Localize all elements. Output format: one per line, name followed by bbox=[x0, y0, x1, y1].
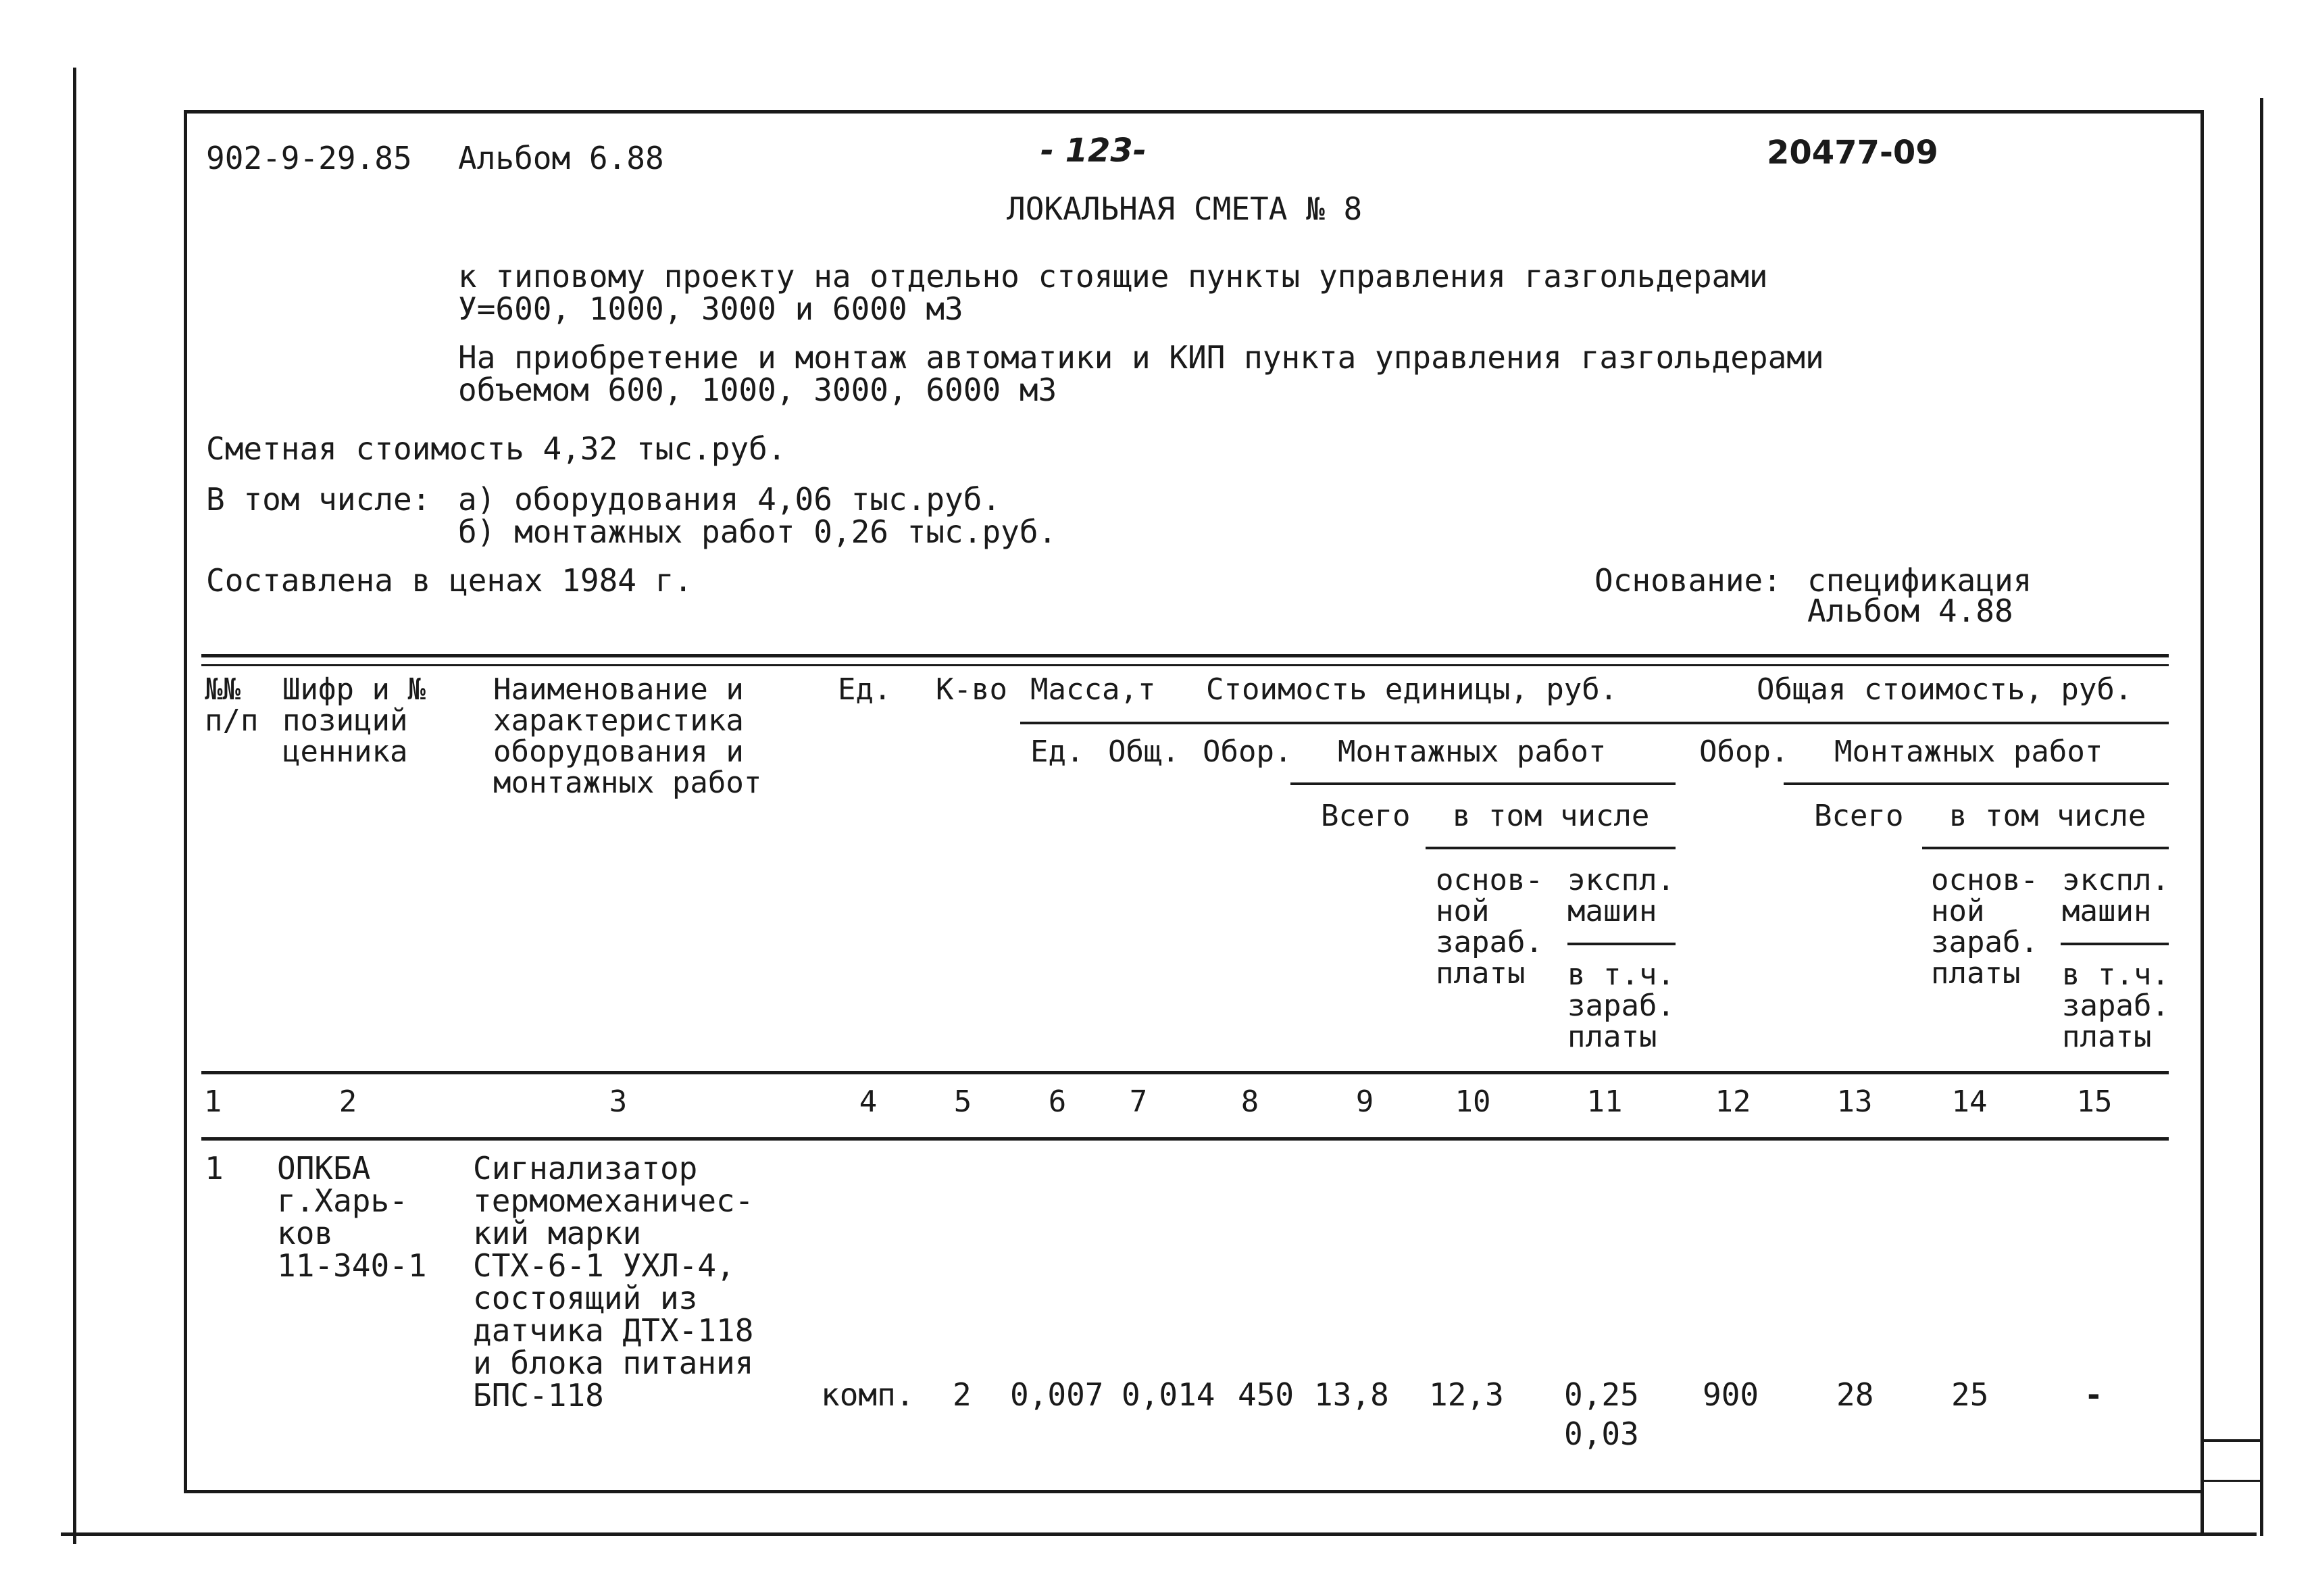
basis-label: Основание: bbox=[1594, 562, 1782, 599]
cell-qty: 2 bbox=[953, 1376, 972, 1413]
rule-colnum-bottom bbox=[201, 1137, 2169, 1141]
header-total-incl: в том числе bbox=[1949, 799, 2146, 833]
cell-unit-machines: 0,25 bbox=[1564, 1376, 1639, 1413]
prices-note: Составлена в ценах 1984 г. bbox=[206, 562, 693, 599]
header-total-cost: Общая стоимость, руб. bbox=[1757, 672, 2133, 707]
column-number: 10 bbox=[1455, 1084, 1491, 1119]
rule-unit-machines bbox=[1567, 943, 1676, 945]
header-unit-equip: Обор. bbox=[1203, 734, 1292, 769]
frame-top bbox=[184, 110, 2204, 114]
frame-bottom bbox=[184, 1490, 2204, 1493]
total-cost: Сметная стоимость 4,32 тыс.руб. bbox=[206, 430, 786, 467]
header-total-machines-wage: в т.ч. зараб. платы bbox=[2062, 957, 2169, 1054]
rule-total-install bbox=[1784, 782, 2169, 785]
cell-cipher: ОПКБА г.Харь- ков 11-340-1 bbox=[277, 1150, 427, 1284]
header-unit-install: Монтажных работ bbox=[1338, 734, 1607, 769]
header-qty: К-во bbox=[936, 672, 1007, 707]
header-total-equip: Обор. bbox=[1699, 734, 1789, 769]
rule-unit-install bbox=[1290, 782, 1676, 785]
header-total-machines: экспл. машин bbox=[2062, 863, 2169, 928]
header-unit-machines: экспл. машин bbox=[1567, 863, 1675, 928]
including-label: В том числе: bbox=[206, 481, 431, 518]
cell-mass-unit: 0,007 bbox=[1010, 1376, 1104, 1413]
column-number: 1 bbox=[203, 1084, 222, 1119]
header-unit-incl: в том числе bbox=[1453, 799, 1650, 833]
basis-line-1: спецификация bbox=[1807, 562, 2032, 599]
column-number: 8 bbox=[1240, 1084, 1259, 1119]
rule-unit-incl bbox=[1426, 847, 1676, 849]
table-top-rule-2 bbox=[201, 664, 2169, 666]
description-line-3: На приобретение и монтаж автоматики и КИП пункта управления газгольдерами bbox=[458, 339, 1824, 376]
cell-unit-install-total: 13,8 bbox=[1314, 1376, 1389, 1413]
column-number: 9 bbox=[1355, 1084, 1374, 1119]
header-total-install-total: Всего bbox=[1814, 799, 1904, 833]
column-number: 11 bbox=[1586, 1084, 1623, 1119]
header-mass: Масса,т bbox=[1030, 672, 1156, 707]
rule-header-bottom bbox=[201, 1071, 2169, 1074]
description-line-4: объемом 600, 1000, 3000, 6000 м3 bbox=[458, 372, 1057, 408]
header-cipher: Шифр и № позиций ценника bbox=[282, 672, 426, 769]
header-unit-wage: основ- ной зараб. платы bbox=[1436, 863, 1543, 991]
doc-number: 20477-09 bbox=[1767, 134, 1938, 172]
header-num: №№ п/п bbox=[205, 672, 259, 738]
cell-mass-total: 0,014 bbox=[1122, 1376, 1215, 1413]
equipment-cost: а) оборудования 4,06 тыс.руб. bbox=[458, 481, 1001, 518]
header-mass-unit: Ед. bbox=[1030, 734, 1084, 769]
header-mass-total: Общ. bbox=[1108, 734, 1180, 769]
header-total-install: Монтажных работ bbox=[1834, 734, 2103, 769]
rule-total-machines bbox=[2061, 943, 2169, 945]
cell-name: Сигнализатор термомеханичес- кий марки СТХ-6-1 УХЛ-4, состоящий из датчика ДТХ-118 и блока питания БПС-118 bbox=[473, 1150, 754, 1414]
column-number: 14 bbox=[1951, 1084, 1988, 1119]
basis-line-2: Альбом 4.88 bbox=[1807, 593, 2013, 629]
column-number: 6 bbox=[1048, 1084, 1067, 1119]
frame-right-outer bbox=[2260, 98, 2263, 1536]
cell-unit-equip: 450 bbox=[1238, 1376, 1294, 1413]
table-top-rule-1 bbox=[201, 654, 2169, 657]
rule-cost-groups bbox=[1020, 722, 2169, 724]
description-line-2: У=600, 1000, 3000 и 6000 м3 bbox=[458, 291, 963, 327]
cell-unit-wage: 12,3 bbox=[1429, 1376, 1504, 1413]
description-line-1: к типовому проекту на отдельно стоящие пункты управления газгольдерами bbox=[458, 258, 1768, 295]
cell-total-install-total: 28 bbox=[1836, 1376, 1874, 1413]
cell-unit-machines-wage: 0,03 bbox=[1564, 1416, 1639, 1452]
frame-left bbox=[184, 111, 187, 1493]
header-unit: Ед. bbox=[838, 672, 892, 707]
cell-total-machines: - bbox=[2084, 1376, 2103, 1413]
project-code: 902-9-29.85 bbox=[206, 140, 412, 176]
frame-right bbox=[2200, 110, 2204, 1536]
header-unit-cost: Стоимость единицы, руб. bbox=[1206, 672, 1618, 707]
stamp-line-2 bbox=[2200, 1480, 2263, 1482]
header-unit-install-total: Всего bbox=[1321, 799, 1411, 833]
stamp-line-1 bbox=[2200, 1439, 2263, 1442]
header-total-wage: основ- ной зараб. платы bbox=[1931, 863, 2038, 991]
header-unit-machines-wage: в т.ч. зараб. платы bbox=[1567, 957, 1675, 1054]
column-number: 3 bbox=[609, 1084, 628, 1119]
column-number: 13 bbox=[1836, 1084, 1873, 1119]
rule-total-incl bbox=[1922, 847, 2169, 849]
cell-total-wage: 25 bbox=[1951, 1376, 1989, 1413]
frame-left-outer bbox=[73, 68, 76, 1544]
column-number: 12 bbox=[1715, 1084, 1751, 1119]
column-number: 7 bbox=[1129, 1084, 1148, 1119]
column-number: 4 bbox=[859, 1084, 878, 1119]
header-name: Наименование и характеристика оборудования и монтажных работ bbox=[493, 672, 762, 800]
installation-cost: б) монтажных работ 0,26 тыс.руб. bbox=[458, 514, 1057, 550]
page-number: - 123- bbox=[1040, 132, 1147, 170]
cell-unit: комп. bbox=[821, 1376, 915, 1413]
column-number: 5 bbox=[953, 1084, 972, 1119]
column-number: 15 bbox=[2076, 1084, 2113, 1119]
album-label: Альбом 6.88 bbox=[458, 140, 664, 176]
estimate-title: ЛОКАЛЬНАЯ СМЕТА № 8 bbox=[1007, 191, 1363, 227]
frame-bottom-outer bbox=[61, 1532, 2257, 1536]
cell-num: 1 bbox=[205, 1150, 224, 1187]
cell-total-equip: 900 bbox=[1703, 1376, 1759, 1413]
column-number: 2 bbox=[338, 1084, 357, 1119]
